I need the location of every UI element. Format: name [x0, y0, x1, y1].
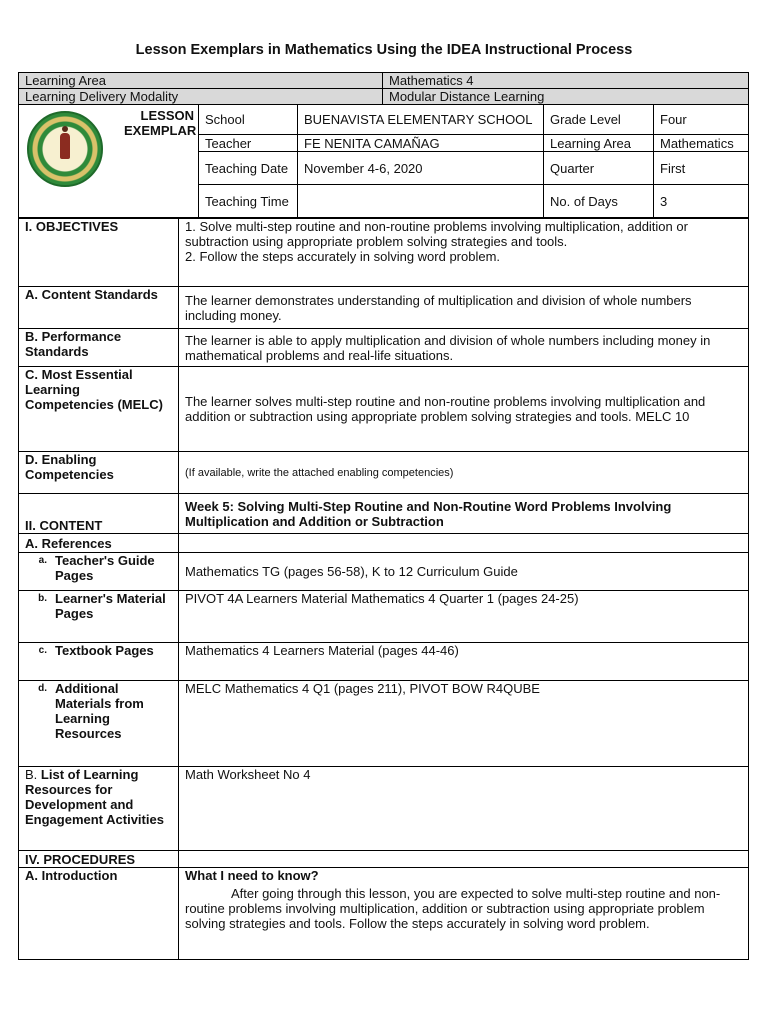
textbook-value: Mathematics 4 Learners Material (pages 44-46) [179, 643, 749, 681]
procedures-label: IV. PROCEDURES [19, 851, 179, 868]
additional-materials-label-cell [19, 681, 179, 767]
content-value: Week 5: Solving Multi-Step Routine and Non-Routine Word Problems Involving Multiplication and Addition or Subtraction [179, 494, 749, 534]
teacher-label: Teacher [199, 135, 298, 152]
teacher-value: FE NENITA CAMAÑAG [298, 135, 544, 152]
textbook-label: Textbook Pages [55, 643, 154, 658]
page-title: Lesson Exemplars in Mathematics Using the IDEA Instructional Process [135, 42, 633, 58]
teaching-date-label: Teaching Date [199, 152, 298, 185]
delivery-modality-value: Modular Distance Learning [383, 89, 749, 105]
learners-material-label: Learner's Material Pages [55, 591, 166, 621]
teachers-guide-value: Mathematics TG (pages 56-58), K to 12 Curriculum Guide [179, 553, 749, 591]
performance-standards-value: The learner is able to apply multiplication and division of whole numbers including money in mathematical problems and real-life situations. [179, 329, 749, 367]
teaching-time-value [298, 185, 544, 218]
teaching-time-label: Teaching Time [199, 185, 298, 218]
school-value: BUENAVISTA ELEMENTARY SCHOOL [298, 105, 544, 135]
list-marker: b. [38, 593, 47, 604]
objectives-cell [179, 219, 749, 287]
learning-area-value: Mathematics 4 [383, 73, 749, 89]
logo-cell [19, 105, 199, 218]
enabling-competencies-label: D. Enabling Competencies [19, 452, 179, 494]
teaching-date-value: November 4-6, 2020 [298, 152, 544, 185]
objective-1: 1. Solve multi-step routine and non-routine problems involving multiplication, addition or subtraction using appropriate problem solving strategies and tools. [185, 219, 688, 249]
learning-area-label-2: Learning Area [544, 135, 654, 152]
learning-resources-value: Math Worksheet No 4 [179, 767, 749, 851]
learning-resources-label-cell [19, 767, 179, 851]
additional-materials-value: MELC Mathematics 4 Q1 (pages 211), PIVOT BOW R4QUBE [179, 681, 749, 767]
learning-area-label: Learning Area [19, 73, 383, 89]
content-label: II. CONTENT [19, 494, 179, 534]
list-marker: c. [38, 645, 47, 656]
no-of-days-value: 3 [654, 185, 749, 218]
lesson-exemplar-label: LESSON EXEMPLAR [124, 108, 197, 138]
performance-standards-label: B. Performance Standards [19, 329, 179, 367]
learners-material-label-cell [19, 591, 179, 643]
school-label: School [199, 105, 298, 135]
quarter-label: Quarter [544, 152, 654, 185]
procedures-value [179, 851, 749, 868]
learning-resources-label: List of Learning Resources for Development and Engagement Activities [25, 767, 164, 827]
delivery-modality-label: Learning Delivery Modality [19, 89, 383, 105]
introduction-text: After going through this lesson, you are expected to solve multi-step routine and non-routine problems involving multiplication, addition or subtraction using appropriate problem solving strategies and tools. Follow the steps accurately in solving word problem. [185, 886, 721, 931]
additional-materials-label: Additional Materials from Learning Resources [55, 681, 144, 741]
enabling-competencies-value: (If available, write the attached enabling competencies) [179, 452, 749, 494]
content-standards-value: The learner demonstrates understanding of multiplication and division of whole numbers including money. [179, 287, 749, 329]
introduction-cell [179, 868, 749, 960]
no-of-days-label: No. of Days [544, 185, 654, 218]
content-standards-label: A. Content Standards [19, 287, 179, 329]
learning-area-value-2: Mathematics [654, 135, 749, 152]
objective-2: 2. Follow the steps accurately in solving word problem. [185, 249, 501, 264]
learners-material-value: PIVOT 4A Learners Material Mathematics 4 Quarter 1 (pages 24-25) [179, 591, 749, 643]
lesson-plan-table [18, 218, 749, 960]
introduction-label: A. Introduction [19, 868, 179, 960]
grade-level-value: Four [654, 105, 749, 135]
school-seal-icon [27, 111, 103, 187]
quarter-value: First [654, 152, 749, 185]
references-value [179, 534, 749, 553]
introduction-heading: What I need to know? [185, 868, 319, 883]
textbook-label-cell [19, 643, 179, 681]
teachers-guide-label-cell [19, 553, 179, 591]
header-table [18, 72, 749, 105]
list-marker: a. [38, 555, 47, 566]
grade-level-label: Grade Level [544, 105, 654, 135]
teachers-guide-label: Teacher's Guide Pages [55, 553, 155, 583]
melc-label: C. Most Essential Learning Competencies (MELC) [19, 367, 179, 452]
melc-value: The learner solves multi-step routine and non-routine problems involving multiplication and addition or subtraction using appropriate problem solving strategies and tools. MELC 10 [179, 367, 749, 452]
references-label: A. References [19, 534, 179, 553]
lesson-info-table [18, 104, 749, 218]
objectives-label: I. OBJECTIVES [19, 219, 179, 287]
list-marker: d. [38, 683, 47, 694]
list-marker: B. [25, 767, 38, 782]
